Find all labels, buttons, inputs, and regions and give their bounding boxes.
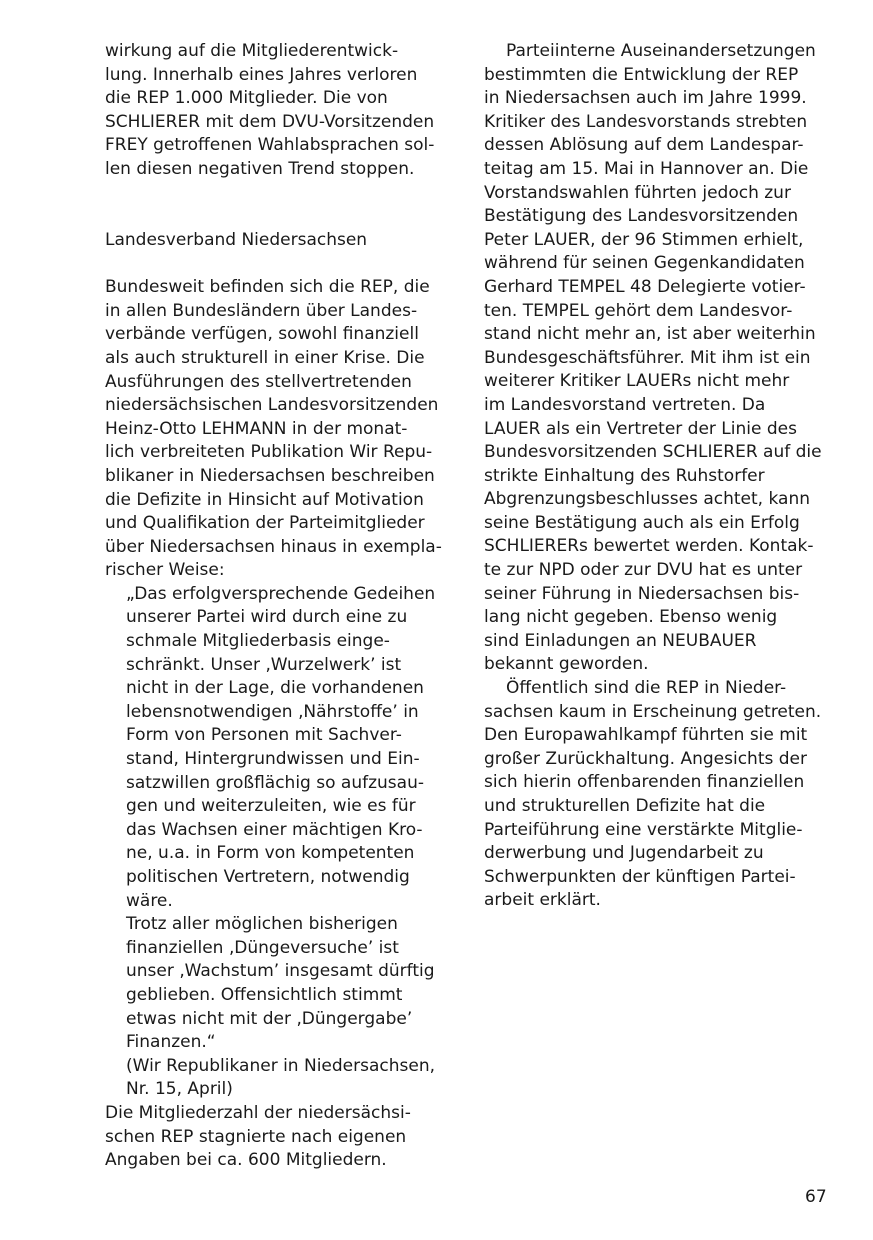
text-line: len diesen negativen Trend stoppen. [105, 158, 415, 179]
text-line: seine Bestätigung auch als ein Erfolg [484, 512, 800, 533]
text-line: „Das erfolgversprechende Gedeihen [126, 583, 436, 604]
text-line: sachsen kaum in Erscheinung getreten. [484, 701, 822, 722]
text-line: LAUER als ein Vertreter der Linie des [484, 418, 797, 439]
text-line: Kritiker des Landesvorstands strebten [484, 111, 808, 132]
left-column [105, 40, 450, 1173]
text-line: Peter LAUER, der 96 Stimmen erhielt, [484, 229, 804, 250]
paragraph-public-appearance [484, 677, 829, 913]
text-line: schmale Mitgliederbasis einge- [126, 631, 390, 652]
text-line: nicht in der Lage, die vorhandenen [126, 678, 424, 699]
text-line: strikte Einhaltung des Ruhstorfer [484, 465, 765, 486]
text-line: großer Zurückhaltung. Angesichts der [484, 748, 807, 769]
text-line: blikaner in Niedersachsen beschreiben [105, 465, 435, 486]
text-line: (Wir Republikaner in Niedersachsen, [126, 1055, 436, 1076]
text-line: SCHLIERERs bewertet werden. Kontak- [484, 536, 814, 557]
closing-paragraph [105, 1102, 450, 1173]
body-paragraph [105, 276, 450, 583]
right-column [484, 40, 829, 913]
text-line: schränkt. Unser ‚Wurzelwerk’ ist [126, 654, 402, 675]
text-line: sich hierin offenbarenden finanziellen [484, 772, 805, 793]
text-line: Schwerpunkten der künftigen Partei- [484, 866, 796, 887]
text-line: arbeit erklärt. [484, 890, 601, 911]
text-line: und Qualifikation der Parteimitglieder [105, 513, 425, 534]
text-line: Vorstandswahlen führten jedoch zur [484, 182, 791, 203]
text-line: stand, Hintergrundwissen und Ein- [126, 749, 420, 770]
text-line: Gerhard TEMPEL 48 Delegierte votier- [484, 276, 806, 297]
text-line: sind Einladungen an NEUBAUER [484, 630, 757, 651]
page-number: 67 [805, 1187, 827, 1207]
text-line: schen REP stagnierte nach eigenen [105, 1126, 407, 1147]
text-line: Den Europawahlkampf führten sie mit [484, 725, 808, 746]
text-line: ten. TEMPEL gehört dem Landesvor- [484, 300, 793, 321]
text-line: lang nicht gegeben. Ebenso wenig [484, 607, 778, 628]
text-line: in allen Bundesländern über Landes- [105, 300, 418, 321]
text-line: während für seinen Gegenkandidaten [484, 253, 805, 274]
text-line: ne, u.a. in Form von kompetenten [126, 843, 415, 864]
text-line: die REP 1.000 Mitglieder. Die von [105, 88, 388, 109]
text-line: Form von Personen mit Sachver- [126, 725, 402, 746]
text-line: Bundesweit befinden sich die REP, die [105, 277, 430, 298]
text-line: politischen Vertretern, notwendig [126, 867, 410, 887]
text-line: seiner Führung in Niedersachsen bis- [484, 583, 800, 604]
text-line: wäre. [126, 890, 173, 911]
text-line: Nr. 15, April) [126, 1079, 233, 1100]
text-line: Trotz aller möglichen bisherigen [126, 914, 398, 935]
text-line: als auch strukturell in einer Krise. Die [105, 347, 425, 368]
text-line: im Landesvorstand vertreten. Da [484, 394, 766, 415]
text-line: lung. Innerhalb eines Jahres verloren [105, 64, 418, 85]
text-line: das Wachsen einer mächtigen Kro- [126, 819, 423, 840]
text-line: Die Mitgliederzahl der niedersächsi- [105, 1102, 411, 1123]
text-line: Bundesvorsitzenden SCHLIERER auf die [484, 442, 822, 463]
text-line: Finanzen.“ [126, 1032, 216, 1053]
text-line: geblieben. Offensichtlich stimmt [126, 984, 403, 1005]
text-line: und strukturellen Defizite hat die [484, 796, 766, 816]
text-line: gen und weiterzuleiten, wie es für [126, 796, 416, 817]
text-line: lich verbreiteten Publikation Wir Repu- [105, 442, 433, 463]
text-line: wirkung auf die Mitgliederentwick- [105, 41, 399, 61]
text-line: Abgrenzungsbeschlusses achtet, kann [484, 489, 810, 510]
text-line: derwerbung und Jugendarbeit zu [484, 843, 764, 864]
text-line: unser ‚Wachstum’ insgesamt dürftig [126, 961, 435, 982]
text-line: Angaben bei ca. 600 Mitgliedern. [105, 1150, 387, 1171]
text-line: unserer Partei wird durch eine zu [126, 607, 408, 628]
paragraph-party-conflicts [484, 40, 829, 677]
text-line: SCHLIERER mit dem DVU-Vorsitzenden [105, 111, 435, 132]
text-line: Parteiinterne Auseinandersetzungen [506, 41, 816, 61]
text-line: die Defizite in Hinsicht auf Motivation [105, 489, 424, 510]
text-line: teitag am 15. Mai in Hannover an. Die [484, 158, 809, 179]
text-line: niedersächsischen Landesvorsitzenden [105, 395, 439, 416]
text-line: lebensnotwendigen ‚Nährstoffe’ in [126, 701, 419, 722]
text-line: Bundesgeschäftsführer. Mit ihm ist ein [484, 347, 811, 368]
text-line: in Niedersachsen auch im Jahre 1999. [484, 88, 807, 109]
text-line: bestimmten die Entwicklung der REP [484, 64, 799, 85]
section-heading: Landesverband Niedersachsen [105, 229, 368, 250]
text-line: finanziellen ‚Düngeversuche’ ist [126, 937, 399, 958]
text-line: verbände verfügen, sowohl finanziell [105, 324, 419, 345]
text-line: etwas nicht mit der ‚Düngergabe’ [126, 1008, 413, 1029]
text-line: FREY getroffenen Wahlabsprachen sol- [105, 135, 435, 156]
text-line: bekannt geworden. [484, 654, 649, 675]
text-line: te zur NPD oder zur DVU hat es unter [484, 560, 803, 581]
block-quote [105, 583, 450, 1102]
text-line: über Niedersachsen hinaus in exempla- [105, 536, 442, 557]
text-line: stand nicht mehr an, ist aber weiterhin [484, 324, 816, 345]
text-line: Parteiführung eine verstärkte Mitglie- [484, 819, 803, 840]
text-line: dessen Ablösung auf dem Landespar- [484, 135, 804, 156]
intro-paragraph [105, 40, 450, 182]
text-line: weiterer Kritiker LAUERs nicht mehr [484, 371, 790, 392]
text-line: Heinz-Otto LEHMANN in der monat- [105, 418, 408, 439]
text-line: Öffentlich sind die REP in Nieder- [506, 678, 787, 699]
text-line: satzwillen großflächig so aufzusau- [126, 772, 424, 793]
text-line: Ausführungen des stellvertretenden [105, 371, 412, 392]
text-line: Bestätigung des Landesvorsitzenden [484, 206, 799, 227]
text-line: rischer Weise: [105, 560, 225, 581]
